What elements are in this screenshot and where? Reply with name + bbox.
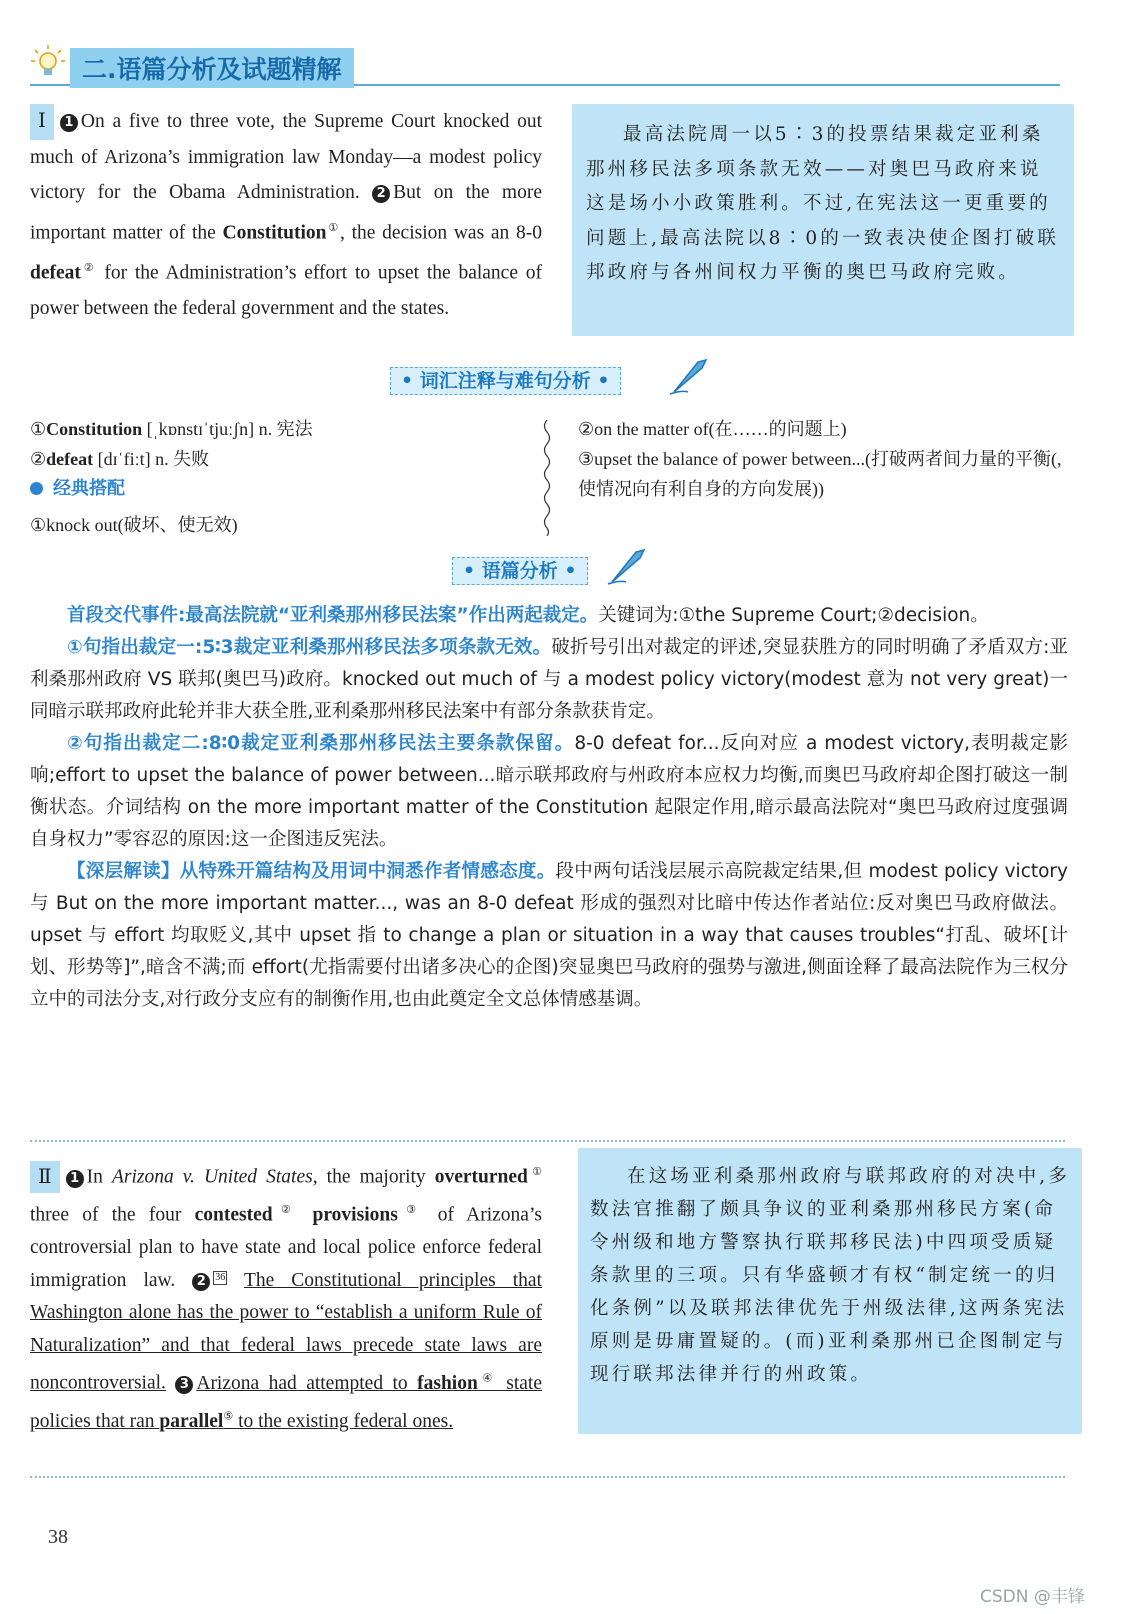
vocab-tag [390, 366, 621, 393]
analysis-para: ①句指出裁定一:5∶3裁定亚利桑那州移民法多项条款无效。破折号引出对裁定的评述,突显获胜方的同时明确了矛盾双方:亚利桑那州政府 VS 联邦(奥巴马)政府。knocked out much of 与 a modest policy victory(modest 意为 not very great)一同暗示联邦政府此轮并非大获全胜,亚利桑那州移民法案中有部分条款获肯定。 [30, 637, 1068, 722]
sentence-2a: But on the more important matter of the [30, 182, 542, 243]
analysis-body [30, 600, 1068, 1016]
vocab-tag-label: • 词汇注释与难句分析 • [390, 367, 621, 395]
section-title: 二.语篇分析及试题精解 [70, 48, 354, 88]
translation-box-2 [578, 1148, 1082, 1434]
sentence-marker: 1 [60, 114, 78, 132]
analysis-tag-label: • 语篇分析 • [452, 557, 588, 585]
watermark: CSDN @丰锋 [980, 1587, 1085, 1607]
paragraph-1-text [30, 104, 542, 326]
sentence-1: On a five to three vote, the Supreme Court knocked out much of Arizona’s immigration law Monday—a modest policy victory for the Obama Administration. [30, 111, 542, 203]
analysis-tag [452, 556, 588, 583]
vocab-word: defeat [30, 262, 81, 283]
sentence-marker: 2 [372, 185, 390, 203]
sentence-marker: 2 [192, 1273, 210, 1291]
dotted-separator [30, 1476, 1065, 1478]
translation-box-1 [572, 104, 1074, 336]
quill-pen-icon [606, 546, 648, 586]
translation-text: 在这场亚利桑那州政府与联邦政府的对决中,多数法官推翻了颇具争议的亚利桑那州移民方案(命令州级和地方警察执行联邦移民法)中四项受质疑条款里的三项。只有华盛顿才有权“制定统一的归化条例”以及联邦法律优先于州级法律,这两条宪法原则是毋庸置疑的。(而)亚利桑那州已企图制定与现行联邦法律并行的州政策。 [590, 1166, 1071, 1385]
vocab-word: Constitution [222, 222, 327, 243]
dotted-separator [30, 1140, 1065, 1142]
vocab-word: provisions [299, 1204, 398, 1226]
translation-text: 最高法院周一以5∶3的投票结果裁定亚利桑那州移民法多项条款无效——对奥巴马政府来说这是场小小政策胜利。不过,在宪法这一更重要的问题上,最高法院以8∶0的一致表决使企图打破联邦政府与各州间权力平衡的奥巴马政府完败。 [586, 124, 1060, 283]
phrase-item: ③upset the balance of power between...(打破两者间力量的平衡(,使情况向有利自身的方向发展)) [578, 449, 1062, 499]
lightbulb-icon [30, 44, 66, 80]
sentence-marker: 3 [175, 1376, 193, 1394]
analysis-para: ②句指出裁定二:8∶0裁定亚利桑那州移民法主要条款保留。8-0 defeat for...反向对应 a modest victory,表明裁定影响;effort to upset the balance of power between...暗示联邦政府与州政府本应权力均衡,而奥巴马政府却企图打破这一制衡状态。介词结构 on the more important matter of the Constitution 起限定作用,暗示最高法院对“奥巴马政府过度强调自身权力”零容忍的原因:这一企图违反宪法。 [30, 733, 1068, 850]
footnote-marker: ② [80, 261, 97, 274]
vocab-word: overturned [434, 1166, 528, 1188]
page-number: 38 [48, 1526, 68, 1548]
vocab-item: ②defeat [dɪˈfiːt] n. 失败 [30, 449, 210, 469]
quill-pen-icon [668, 356, 710, 396]
paragraph-2-text: Ⅱ 1 In Arizona v. United States, the majority overturned① three of the four contested② provisions③ of Arizona’s controversial plan to have state and local police enforce federal immigration law. 2 36 The Constitutional principles that Washington alone has the power to “establish a uniform Rule of Naturalization” and that federal laws precede state laws are noncontroversial. 3 Arizona had attempted to fashion④ state policies that ran parallel⑤ to the existing federal ones. [30, 1156, 542, 1438]
paragraph-number: Ⅰ [30, 104, 54, 140]
underlined-sentence: Arizona had attempted to fashion④ state policies that ran parallel⑤ to the existing federal ones. [30, 1372, 542, 1432]
bullet-dot-icon [30, 482, 43, 495]
analysis-para: 【深层解读】从特殊开篇结构及用词中洞悉作者情感态度。段中两句话浅层展示高院裁定结果,但 modest policy victory 与 But on the more important matter..., was an 8-0 defeat 形成的强烈对比暗中传达作者站位:反对奥巴马政府做法。upset 与 effort 均取贬义,其中 upset 指 to change a plan or situation in a way that causes troubles“打乱、破坏[计划、形势等]”,暗含不满;而 effort(尤指需要付出诸多决心的企图)突显奥巴马政府的强势与激进,侧面诠释了最高法院作为三权分立中的司法分支,对行政分支应有的制衡作用,也由此奠定全文总体情感基调。 [30, 861, 1068, 1010]
underlined-sentence: The Constitutional principles that Washington alone has the power to “establish a uniform Rule of Naturalization” and that federal laws precede state laws are noncontroversial. [30, 1269, 542, 1394]
vocab-item: ①Constitution [ˌkɒnstɪˈtjuːʃn] n. 宪法 [30, 419, 313, 439]
collocation-item: ①knock out(破坏、使无效) [30, 515, 238, 535]
paragraph-number: Ⅱ [30, 1161, 60, 1194]
vocab-list-left [30, 414, 530, 540]
phrase-item: ②on the matter of(在……的问题上) [578, 419, 847, 439]
sentence-2c: , the decision was an 8-0 [340, 222, 542, 243]
sentence-2e: for the Administration’s effort to upset the balance of power between the federal government and the states. [30, 262, 542, 319]
wavy-divider [540, 420, 554, 536]
sentence-marker: 1 [66, 1170, 84, 1188]
vocab-word: contested [194, 1204, 273, 1226]
classic-collocation-heading: 经典搭配 [30, 474, 530, 504]
vocab-list-right [578, 414, 1068, 504]
section-header [30, 42, 1060, 86]
analysis-para: 首段交代事件:最高法院就“亚利桑那州移民法案”作出两起裁定。关键词为:①the Supreme Court;②decision。 [67, 605, 989, 626]
footnote-marker: ① [326, 221, 341, 234]
question-reference: 36 [215, 1271, 226, 1283]
